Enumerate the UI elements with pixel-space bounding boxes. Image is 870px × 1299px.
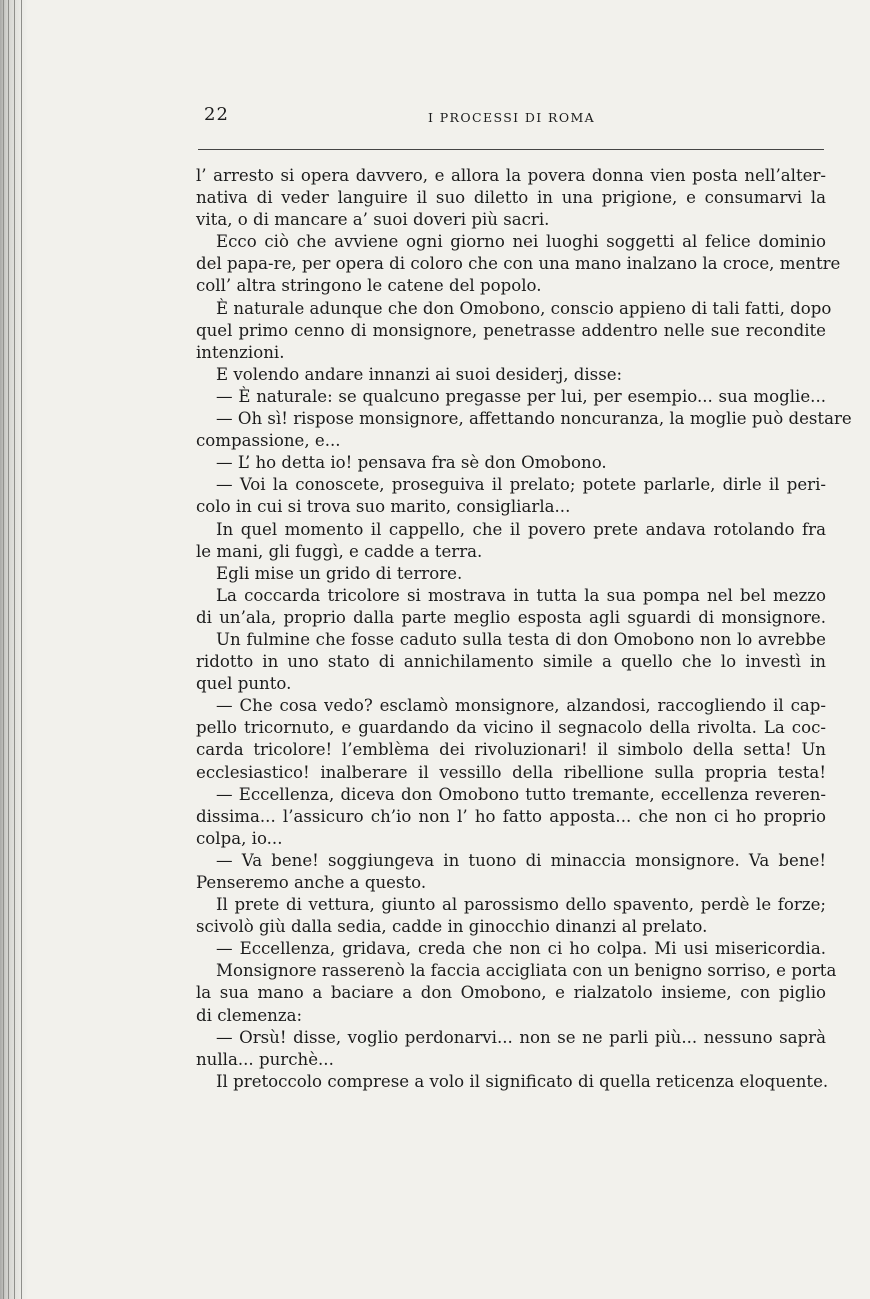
text-line: vita, o di mancare a’ suoi doveri più sacri.	[196, 210, 550, 230]
text-line: In quel momento il cappello, che il povero prete andava rotolando fra	[216, 519, 826, 539]
text-line: Ecco ciò che avviene ogni giorno nei luoghi soggetti al felice dominio	[216, 232, 826, 252]
text-line: carda tricolore! l’emblèma dei rivoluzionari! il simbolo della setta! Un	[196, 740, 826, 760]
page-header	[196, 104, 824, 132]
text-line: di un’ala, proprio dalla parte meglio esposta agli sguardi di monsignore.	[196, 607, 826, 627]
text-line: la sua mano a baciare a don Omobono, e rialzatolo insieme, con piglio	[196, 983, 826, 1003]
text-line: compassione, e...	[196, 431, 341, 451]
text-line: di clemenza:	[196, 1005, 303, 1025]
text-line: del papa-re, per opera di coloro che con una mano inalzano la croce, mentre	[196, 254, 841, 274]
text-line: La coccarda tricolore si mostrava in tutta la sua pompa nel bel mezzo	[216, 585, 826, 605]
text-line: le mani, gli fuggì, e cadde a terra.	[196, 541, 483, 561]
page-number: 22	[204, 104, 229, 125]
running-title: I PROCESSI DI ROMA	[428, 110, 596, 125]
text-line: colpa, io...	[196, 828, 283, 848]
text-line: Il prete di vettura, giunto al parossismo dello spavento, perdè le forze;	[216, 895, 826, 915]
text-line: — Eccellenza, diceva don Omobono tutto tremante, eccellenza reveren-	[216, 784, 826, 804]
text-line: ridotto in uno stato di annichilamento simile a quello che lo investì in	[196, 652, 826, 672]
text-line: l’ arresto si opera davvero, e allora la povera donna vien posta nell’alter-	[196, 166, 826, 185]
text-line: intenzioni.	[196, 342, 285, 362]
text-line: colo in cui si trova suo marito, consigliarla...	[196, 497, 571, 517]
text-line: — Che cosa vedo? esclamò monsignore, alzandosi, raccogliendo il cap-	[216, 696, 826, 716]
text-line: — Eccellenza, gridava, creda che non ci ho colpa. Mi usi misericordia.	[216, 939, 826, 959]
text-line: Il pretoccolo comprese a volo il significato di quella reticenza eloquente.	[216, 1071, 829, 1091]
text-line: — L’ ho detta io! pensava fra sè don Omobono.	[216, 453, 607, 473]
text-line: quel punto.	[196, 674, 292, 694]
text-line: Egli mise un grido di terrore.	[216, 563, 463, 583]
text-line: scivolò giù dalla sedia, cadde in ginocchio dinanzi al prelato.	[196, 917, 708, 937]
text-line: — Va bene! soggiungeva in tuono di minaccia monsignore. Va bene!	[216, 850, 826, 870]
text-line: pello tricornuto, e guardando da vicino il segnacolo della rivolta. La coc-	[196, 718, 826, 738]
text-line: dissima... l’assicuro ch’io non l’ ho fatto apposta... che non ci ho proprio	[196, 806, 826, 826]
text-line: nulla... purchè...	[196, 1049, 334, 1069]
text-line: ecclesiastico! inalberare il vessillo della ribellione sulla propria testa!	[196, 762, 826, 782]
text-line: nativa di veder languire il suo diletto in una prigione, e consumarvi la	[196, 188, 826, 208]
header-rule	[198, 149, 824, 150]
text-line: Penseremo anche a questo.	[196, 873, 427, 892]
text-line: — Oh sì! rispose monsignore, affettando noncuranza, la moglie può destare	[216, 409, 852, 429]
text-line: — Voi la conoscete, proseguiva il prelato; potete parlarle, dirle il peri-	[216, 475, 826, 495]
text-line: Un fulmine che fosse caduto sulla testa di don Omobono non lo avrebbe	[216, 629, 826, 649]
body-text	[196, 165, 852, 1093]
text-line: — Orsù! disse, voglio perdonarvi... non se ne parli più... nessuno saprà	[216, 1027, 826, 1047]
text-line: quel primo cenno di monsignore, penetrasse addentro nelle sue recondite	[196, 320, 826, 340]
text-line: Monsignore rasserenò la faccia accigliata con un benigno sorriso, e porta	[216, 961, 837, 981]
text-line: — È naturale: se qualcuno pregasse per lui, per esempio... sua moglie...	[216, 386, 826, 406]
text-line: coll’ altra stringono le catene del popolo.	[196, 276, 542, 296]
text-line: È naturale adunque che don Omobono, conscio appieno di tali fatti, dopo	[216, 298, 832, 318]
text-line: E volendo andare innanzi ai suoi desiderj, disse:	[216, 364, 623, 384]
